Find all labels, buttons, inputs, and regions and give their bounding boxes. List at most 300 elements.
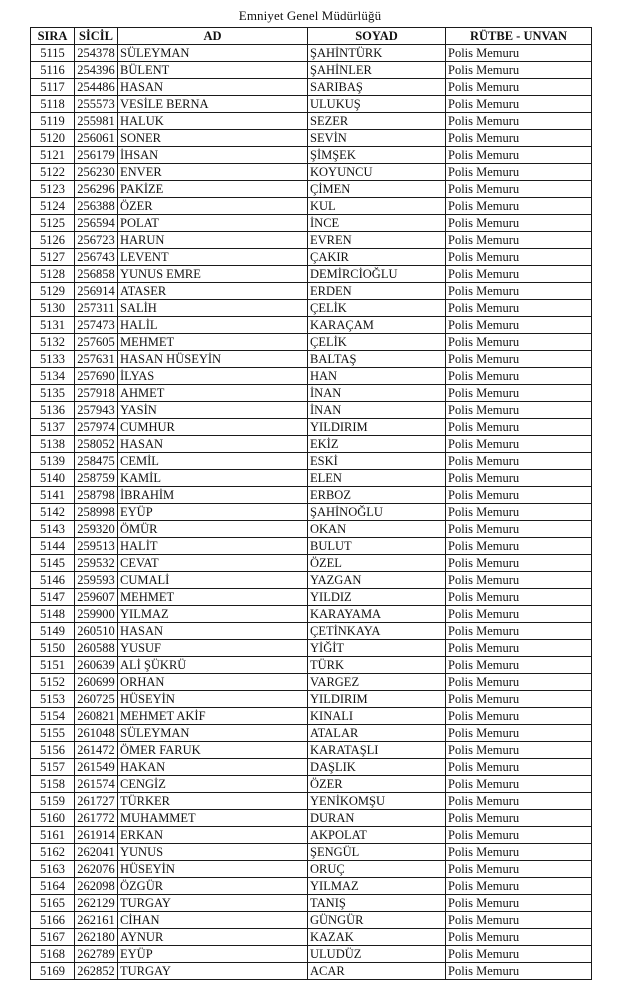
cell-sicil: 261772 [75, 810, 118, 827]
cell-sira: 5149 [31, 623, 75, 640]
cell-soyad: ATALAR [308, 725, 446, 742]
table-row [31, 691, 592, 708]
cell-rutbe: Polis Memuru [446, 300, 592, 317]
table-row [31, 45, 592, 62]
cell-sicil: 256179 [75, 147, 118, 164]
cell-ad: TURGAY [118, 963, 308, 980]
cell-sira: 5166 [31, 912, 75, 929]
cell-sira: 5121 [31, 147, 75, 164]
cell-rutbe: Polis Memuru [446, 266, 592, 283]
cell-rutbe: Polis Memuru [446, 946, 592, 963]
cell-sicil: 262161 [75, 912, 118, 929]
column-header-sira: SIRA [31, 28, 75, 45]
cell-soyad: KINALI [308, 708, 446, 725]
cell-rutbe: Polis Memuru [446, 827, 592, 844]
cell-rutbe: Polis Memuru [446, 674, 592, 691]
cell-soyad: DAŞLIK [308, 759, 446, 776]
cell-ad: VESİLE BERNA [118, 96, 308, 113]
cell-rutbe: Polis Memuru [446, 963, 592, 980]
table-row [31, 300, 592, 317]
cell-ad: YASİN [118, 402, 308, 419]
table-row [31, 861, 592, 878]
table-row [31, 317, 592, 334]
cell-ad: HAKAN [118, 759, 308, 776]
cell-sira: 5158 [31, 776, 75, 793]
cell-rutbe: Polis Memuru [446, 215, 592, 232]
cell-sicil: 262129 [75, 895, 118, 912]
cell-sira: 5120 [31, 130, 75, 147]
cell-sicil: 261472 [75, 742, 118, 759]
cell-ad: ORHAN [118, 674, 308, 691]
cell-sira: 5129 [31, 283, 75, 300]
cell-soyad: SEVİN [308, 130, 446, 147]
cell-sira: 5125 [31, 215, 75, 232]
cell-rutbe: Polis Memuru [446, 232, 592, 249]
cell-ad: HÜSEYİN [118, 691, 308, 708]
cell-rutbe: Polis Memuru [446, 419, 592, 436]
cell-sira: 5116 [31, 62, 75, 79]
cell-sira: 5132 [31, 334, 75, 351]
cell-soyad: ULUDÜZ [308, 946, 446, 963]
table-row [31, 657, 592, 674]
cell-ad: POLAT [118, 215, 308, 232]
table-row [31, 181, 592, 198]
cell-rutbe: Polis Memuru [446, 402, 592, 419]
cell-soyad: YILDIZ [308, 589, 446, 606]
cell-sira: 5169 [31, 963, 75, 980]
cell-ad: HARUN [118, 232, 308, 249]
cell-sira: 5137 [31, 419, 75, 436]
cell-rutbe: Polis Memuru [446, 45, 592, 62]
cell-rutbe: Polis Memuru [446, 385, 592, 402]
cell-ad: ERKAN [118, 827, 308, 844]
table-row [31, 623, 592, 640]
cell-soyad: ERBOZ [308, 487, 446, 504]
cell-sicil: 256296 [75, 181, 118, 198]
cell-soyad: YILDIRIM [308, 419, 446, 436]
cell-soyad: HAN [308, 368, 446, 385]
table-row [31, 895, 592, 912]
table-row [31, 776, 592, 793]
table-row [31, 436, 592, 453]
cell-sira: 5131 [31, 317, 75, 334]
cell-rutbe: Polis Memuru [446, 691, 592, 708]
cell-sira: 5155 [31, 725, 75, 742]
cell-soyad: YILDIRIM [308, 691, 446, 708]
cell-sicil: 261727 [75, 793, 118, 810]
cell-sira: 5119 [31, 113, 75, 130]
cell-soyad: GÜNGÜR [308, 912, 446, 929]
cell-rutbe: Polis Memuru [446, 521, 592, 538]
cell-soyad: ŞENGÜL [308, 844, 446, 861]
personnel-table [30, 27, 592, 980]
cell-soyad: ERDEN [308, 283, 446, 300]
cell-sira: 5168 [31, 946, 75, 963]
cell-soyad: EVREN [308, 232, 446, 249]
table-row [31, 844, 592, 861]
cell-ad: ÖZGÜR [118, 878, 308, 895]
cell-ad: HALİL [118, 317, 308, 334]
cell-sira: 5143 [31, 521, 75, 538]
cell-ad: TÜRKER [118, 793, 308, 810]
cell-sicil: 257311 [75, 300, 118, 317]
cell-rutbe: Polis Memuru [446, 589, 592, 606]
cell-soyad: YİĞİT [308, 640, 446, 657]
cell-sicil: 262098 [75, 878, 118, 895]
table-row [31, 402, 592, 419]
table-row [31, 521, 592, 538]
cell-rutbe: Polis Memuru [446, 538, 592, 555]
cell-ad: SÜLEYMAN [118, 45, 308, 62]
table-row [31, 674, 592, 691]
cell-rutbe: Polis Memuru [446, 878, 592, 895]
cell-sicil: 256858 [75, 266, 118, 283]
cell-sira: 5115 [31, 45, 75, 62]
cell-sira: 5128 [31, 266, 75, 283]
cell-sira: 5138 [31, 436, 75, 453]
table-row [31, 555, 592, 572]
cell-rutbe: Polis Memuru [446, 79, 592, 96]
cell-rutbe: Polis Memuru [446, 368, 592, 385]
cell-rutbe: Polis Memuru [446, 606, 592, 623]
cell-soyad: KARAÇAM [308, 317, 446, 334]
cell-ad: EYÜP [118, 504, 308, 521]
cell-rutbe: Polis Memuru [446, 759, 592, 776]
cell-ad: EYÜP [118, 946, 308, 963]
cell-ad: MEHMET AKİF [118, 708, 308, 725]
cell-rutbe: Polis Memuru [446, 555, 592, 572]
cell-soyad: TÜRK [308, 657, 446, 674]
cell-sira: 5142 [31, 504, 75, 521]
cell-ad: MEHMET [118, 334, 308, 351]
cell-sira: 5159 [31, 793, 75, 810]
cell-sira: 5134 [31, 368, 75, 385]
cell-soyad: İNAN [308, 402, 446, 419]
cell-ad: LEVENT [118, 249, 308, 266]
table-row [31, 79, 592, 96]
cell-sicil: 254396 [75, 62, 118, 79]
cell-sira: 5151 [31, 657, 75, 674]
cell-sira: 5162 [31, 844, 75, 861]
cell-ad: İHSAN [118, 147, 308, 164]
cell-sicil: 261574 [75, 776, 118, 793]
cell-sira: 5117 [31, 79, 75, 96]
cell-sira: 5148 [31, 606, 75, 623]
cell-ad: MEHMET [118, 589, 308, 606]
cell-ad: CENGİZ [118, 776, 308, 793]
cell-soyad: OKAN [308, 521, 446, 538]
cell-sira: 5133 [31, 351, 75, 368]
cell-sira: 5144 [31, 538, 75, 555]
table-header [31, 28, 592, 45]
cell-sira: 5157 [31, 759, 75, 776]
document-title: Emniyet Genel Müdürlüğü [238, 8, 382, 23]
cell-soyad: KOYUNCU [308, 164, 446, 181]
cell-sicil: 256743 [75, 249, 118, 266]
cell-soyad: ELEN [308, 470, 446, 487]
table-row [31, 504, 592, 521]
cell-ad: MUHAMMET [118, 810, 308, 827]
cell-sicil: 262180 [75, 929, 118, 946]
cell-rutbe: Polis Memuru [446, 725, 592, 742]
cell-sira: 5136 [31, 402, 75, 419]
cell-soyad: ŞİMŞEK [308, 147, 446, 164]
cell-soyad: ÇELİK [308, 334, 446, 351]
cell-sira: 5145 [31, 555, 75, 572]
cell-sicil: 259593 [75, 572, 118, 589]
table-row [31, 164, 592, 181]
table-row [31, 708, 592, 725]
table-row [31, 113, 592, 130]
column-header-sicil: SİCİL [75, 28, 118, 45]
cell-sira: 5123 [31, 181, 75, 198]
table-row [31, 946, 592, 963]
cell-rutbe: Polis Memuru [446, 283, 592, 300]
cell-rutbe: Polis Memuru [446, 742, 592, 759]
cell-soyad: ŞAHİNLER [308, 62, 446, 79]
cell-sira: 5150 [31, 640, 75, 657]
cell-ad: CEVAT [118, 555, 308, 572]
cell-sicil: 254378 [75, 45, 118, 62]
table-row [31, 878, 592, 895]
cell-soyad: AKPOLAT [308, 827, 446, 844]
cell-sicil: 256723 [75, 232, 118, 249]
cell-sicil: 257473 [75, 317, 118, 334]
cell-soyad: İNCE [308, 215, 446, 232]
cell-ad: BÜLENT [118, 62, 308, 79]
cell-rutbe: Polis Memuru [446, 130, 592, 147]
table-body [31, 45, 592, 980]
table-row [31, 198, 592, 215]
cell-rutbe: Polis Memuru [446, 776, 592, 793]
table-row [31, 249, 592, 266]
cell-sira: 5167 [31, 929, 75, 946]
cell-sicil: 260588 [75, 640, 118, 657]
cell-soyad: İNAN [308, 385, 446, 402]
cell-soyad: ULUKUŞ [308, 96, 446, 113]
cell-soyad: KUL [308, 198, 446, 215]
cell-soyad: VARGEZ [308, 674, 446, 691]
table-row [31, 929, 592, 946]
cell-ad: SONER [118, 130, 308, 147]
cell-sira: 5147 [31, 589, 75, 606]
cell-sicil: 262076 [75, 861, 118, 878]
cell-ad: YILMAZ [118, 606, 308, 623]
cell-sicil: 256388 [75, 198, 118, 215]
table-row [31, 215, 592, 232]
cell-ad: HASAN HÜSEYİN [118, 351, 308, 368]
cell-ad: SÜLEYMAN [118, 725, 308, 742]
cell-sira: 5135 [31, 385, 75, 402]
cell-rutbe: Polis Memuru [446, 334, 592, 351]
cell-soyad: YAZGAN [308, 572, 446, 589]
cell-sira: 5160 [31, 810, 75, 827]
cell-ad: SALİH [118, 300, 308, 317]
cell-sicil: 262852 [75, 963, 118, 980]
cell-soyad: TANIŞ [308, 895, 446, 912]
cell-ad: YUSUF [118, 640, 308, 657]
cell-sira: 5163 [31, 861, 75, 878]
cell-ad: İBRAHİM [118, 487, 308, 504]
cell-sicil: 261914 [75, 827, 118, 844]
cell-rutbe: Polis Memuru [446, 470, 592, 487]
cell-soyad: KARATAŞLI [308, 742, 446, 759]
cell-ad: CEMİL [118, 453, 308, 470]
table-row [31, 385, 592, 402]
cell-rutbe: Polis Memuru [446, 844, 592, 861]
cell-rutbe: Polis Memuru [446, 164, 592, 181]
cell-soyad: BULUT [308, 538, 446, 555]
table-row [31, 453, 592, 470]
cell-ad: AHMET [118, 385, 308, 402]
table-row [31, 742, 592, 759]
cell-sira: 5139 [31, 453, 75, 470]
cell-soyad: BALTAŞ [308, 351, 446, 368]
cell-soyad: ACAR [308, 963, 446, 980]
cell-sicil: 259607 [75, 589, 118, 606]
cell-rutbe: Polis Memuru [446, 351, 592, 368]
table-row [31, 793, 592, 810]
cell-sira: 5153 [31, 691, 75, 708]
cell-soyad: KAZAK [308, 929, 446, 946]
cell-sicil: 261549 [75, 759, 118, 776]
cell-sira: 5124 [31, 198, 75, 215]
cell-rutbe: Polis Memuru [446, 504, 592, 521]
table-row [31, 368, 592, 385]
cell-rutbe: Polis Memuru [446, 793, 592, 810]
cell-soyad: ORUÇ [308, 861, 446, 878]
cell-ad: HALİT [118, 538, 308, 555]
cell-soyad: DEMİRCİOĞLU [308, 266, 446, 283]
cell-soyad: ÇELİK [308, 300, 446, 317]
cell-sicil: 262041 [75, 844, 118, 861]
table-row [31, 96, 592, 113]
cell-sira: 5122 [31, 164, 75, 181]
cell-sicil: 258475 [75, 453, 118, 470]
cell-rutbe: Polis Memuru [446, 572, 592, 589]
cell-sicil: 259900 [75, 606, 118, 623]
cell-ad: HALUK [118, 113, 308, 130]
cell-sira: 5140 [31, 470, 75, 487]
table-row [31, 589, 592, 606]
cell-rutbe: Polis Memuru [446, 62, 592, 79]
cell-soyad: DURAN [308, 810, 446, 827]
cell-soyad: ÇETİNKAYA [308, 623, 446, 640]
cell-sicil: 258759 [75, 470, 118, 487]
cell-ad: PAKİZE [118, 181, 308, 198]
cell-sira: 5126 [31, 232, 75, 249]
table-row [31, 130, 592, 147]
cell-ad: ALİ ŞÜKRÜ [118, 657, 308, 674]
cell-sicil: 260699 [75, 674, 118, 691]
cell-sicil: 260510 [75, 623, 118, 640]
table-row [31, 827, 592, 844]
table-row [31, 470, 592, 487]
table-row [31, 912, 592, 929]
cell-rutbe: Polis Memuru [446, 708, 592, 725]
column-header-soyad: SOYAD [308, 28, 446, 45]
cell-soyad: ÇİMEN [308, 181, 446, 198]
table-row [31, 640, 592, 657]
cell-sira: 5156 [31, 742, 75, 759]
cell-sicil: 257943 [75, 402, 118, 419]
cell-rutbe: Polis Memuru [446, 96, 592, 113]
cell-sicil: 257974 [75, 419, 118, 436]
header-row [31, 28, 592, 45]
cell-soyad: YILMAZ [308, 878, 446, 895]
cell-sicil: 256594 [75, 215, 118, 232]
cell-soyad: ÇAKIR [308, 249, 446, 266]
cell-ad: CİHAN [118, 912, 308, 929]
cell-rutbe: Polis Memuru [446, 640, 592, 657]
cell-soyad: ÖZER [308, 776, 446, 793]
table-row [31, 487, 592, 504]
cell-ad: ENVER [118, 164, 308, 181]
cell-sicil: 259320 [75, 521, 118, 538]
table-row [31, 538, 592, 555]
cell-ad: İLYAS [118, 368, 308, 385]
table-row [31, 606, 592, 623]
cell-ad: ATASER [118, 283, 308, 300]
table-row [31, 266, 592, 283]
cell-rutbe: Polis Memuru [446, 623, 592, 640]
cell-sicil: 260821 [75, 708, 118, 725]
cell-ad: ÖMÜR [118, 521, 308, 538]
cell-soyad: SARIBAŞ [308, 79, 446, 96]
cell-soyad: SEZER [308, 113, 446, 130]
cell-soyad: ŞAHİNTÜRK [308, 45, 446, 62]
cell-ad: ÖZER [118, 198, 308, 215]
cell-sicil: 256914 [75, 283, 118, 300]
cell-sira: 5154 [31, 708, 75, 725]
column-header-ad: AD [118, 28, 308, 45]
cell-sicil: 260639 [75, 657, 118, 674]
cell-sira: 5152 [31, 674, 75, 691]
table-row [31, 351, 592, 368]
cell-rutbe: Polis Memuru [446, 912, 592, 929]
cell-soyad: ŞAHİNOĞLU [308, 504, 446, 521]
cell-ad: KAMİL [118, 470, 308, 487]
table-row [31, 62, 592, 79]
cell-ad: ÖMER FARUK [118, 742, 308, 759]
cell-sicil: 257690 [75, 368, 118, 385]
cell-sira: 5127 [31, 249, 75, 266]
cell-sicil: 257918 [75, 385, 118, 402]
cell-ad: HASAN [118, 623, 308, 640]
cell-ad: TURGAY [118, 895, 308, 912]
cell-rutbe: Polis Memuru [446, 249, 592, 266]
table-row [31, 810, 592, 827]
table-row [31, 419, 592, 436]
table-row [31, 725, 592, 742]
cell-sicil: 258798 [75, 487, 118, 504]
table-row [31, 759, 592, 776]
cell-sira: 5118 [31, 96, 75, 113]
cell-ad: HÜSEYİN [118, 861, 308, 878]
cell-rutbe: Polis Memuru [446, 453, 592, 470]
cell-sira: 5165 [31, 895, 75, 912]
cell-sicil: 258052 [75, 436, 118, 453]
cell-sicil: 254486 [75, 79, 118, 96]
cell-sicil: 257605 [75, 334, 118, 351]
cell-rutbe: Polis Memuru [446, 657, 592, 674]
cell-sira: 5130 [31, 300, 75, 317]
cell-sicil: 262789 [75, 946, 118, 963]
cell-sicil: 255981 [75, 113, 118, 130]
cell-soyad: YENİKOMŞU [308, 793, 446, 810]
cell-rutbe: Polis Memuru [446, 147, 592, 164]
cell-soyad: ÖZEL [308, 555, 446, 572]
